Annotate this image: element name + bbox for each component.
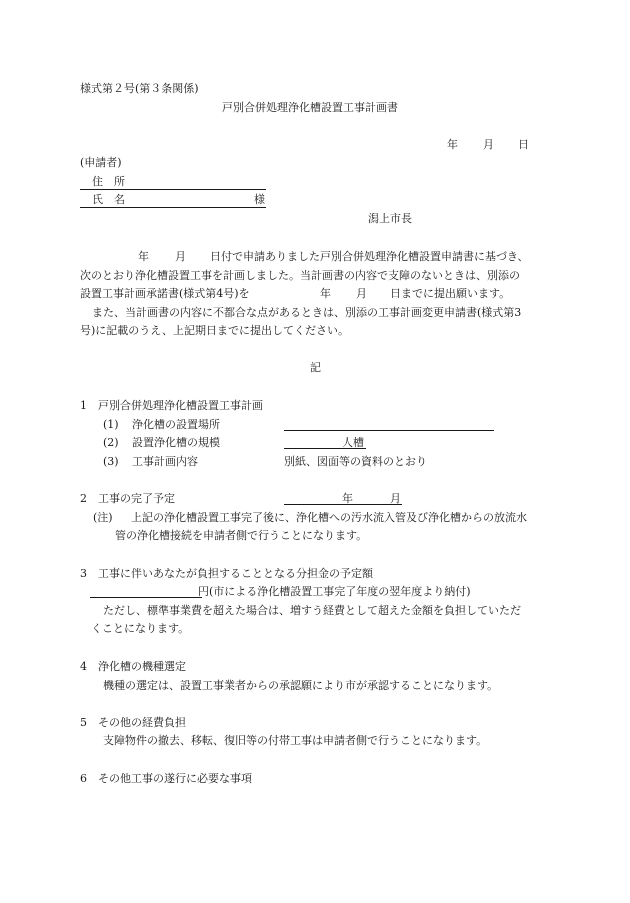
form-number: 様式第２号(第３条関係) <box>80 82 199 95</box>
s4-heading: 4 浄化槽の機種選定 <box>80 660 186 673</box>
s4-line1: 機種の選定は、設置工事業者からの承認願により市が承認することになります。 <box>103 679 499 692</box>
date-month: 月 <box>483 138 494 151</box>
s2-heading: 2 工事の完了予定 <box>80 492 175 505</box>
s3-line2: くことになります。 <box>91 622 190 635</box>
applicant-label: (申請者) <box>80 156 122 169</box>
date-year: 年 <box>447 138 458 151</box>
s1-heading: 1 戸別合併処理浄化槽設置工事計画 <box>80 399 263 412</box>
s3-amount-line <box>90 597 202 598</box>
date-day: 日 <box>518 138 529 151</box>
s1-item3-value: 別紙、図面等の資料のとおり <box>284 455 427 468</box>
s2-note-line1: 上記の浄化槽設置工事完了後に、浄化槽への汚水流入管及び浄化槽からの放流水 <box>131 511 527 524</box>
s1-item2-unit: 人槽 <box>342 436 364 449</box>
s2-note-label: (注) <box>93 511 113 524</box>
p1-line3-year: 年 <box>320 287 331 300</box>
seal-mark: 様 <box>254 193 265 206</box>
s5-line1: 支障物件の撤去、移転、復旧等の付帯工事は申請者側で行うことになります。 <box>103 734 488 747</box>
s1-item2-num: (2) <box>103 436 119 449</box>
s1-item1-num: (1) <box>103 418 119 431</box>
s5-heading: 5 その他の経費負担 <box>80 716 186 729</box>
s3-heading: 3 工事に伴いあなたが負担することとなる分担金の予定額 <box>80 567 373 580</box>
name-label: 氏 名 <box>92 193 125 206</box>
address-underline <box>80 189 266 190</box>
addressee: 潟上市長 <box>368 212 412 225</box>
s6-heading: 6 その他工事の遂行に必要な事項 <box>80 772 252 785</box>
s1-location-line <box>284 430 494 431</box>
p1-year: 年 <box>138 250 149 263</box>
p1-line3-month: 月 <box>356 287 367 300</box>
document-title: 戸別合併処理浄化槽設置工事計画書 <box>222 101 398 114</box>
s3-line1: ただし、標準事業費を超えた場合は、増すう経費として超えた金額を負担していただ <box>103 604 521 617</box>
p2-line2: 号)に記載のうえ、上記期日までに提出してください。 <box>80 324 349 337</box>
s2-year: 年 <box>342 492 353 505</box>
s1-item1-label: 浄化槽の設置場所 <box>132 418 220 431</box>
p1-line3-end: 日までに提出願います。 <box>390 287 511 300</box>
s3-yen: 円(市による浄化槽設置工事完了年度の翌年度より納付) <box>198 585 471 598</box>
s1-item3-label: 工事計画内容 <box>132 455 198 468</box>
address-label: 住 所 <box>92 175 125 188</box>
s2-note-line2: 管の浄化槽接続を申請者側で行うことになります。 <box>115 529 368 542</box>
s1-item3-num: (3) <box>103 455 119 468</box>
s2-month: 月 <box>390 492 401 505</box>
ki-marker: 記 <box>310 361 321 374</box>
p1-line3: 設置工事計画承諾書(様式第4号)を <box>80 287 250 300</box>
p1-line2: 次のとおり浄化槽設置工事を計画しました。当計画書の内容で支障のないときは、別添の <box>80 269 520 282</box>
p2-line1: また、当計画書の内容に不都合な点があるときは、別添の工事計画変更申請書(様式第3 <box>92 306 522 319</box>
p1-line1: 日付で申請ありました戸別合併処理浄化槽設置申請書に基づき、 <box>210 250 529 263</box>
p1-month: 月 <box>175 250 186 263</box>
name-underline <box>80 207 266 208</box>
s1-item2-label: 設置浄化槽の規模 <box>132 436 220 449</box>
